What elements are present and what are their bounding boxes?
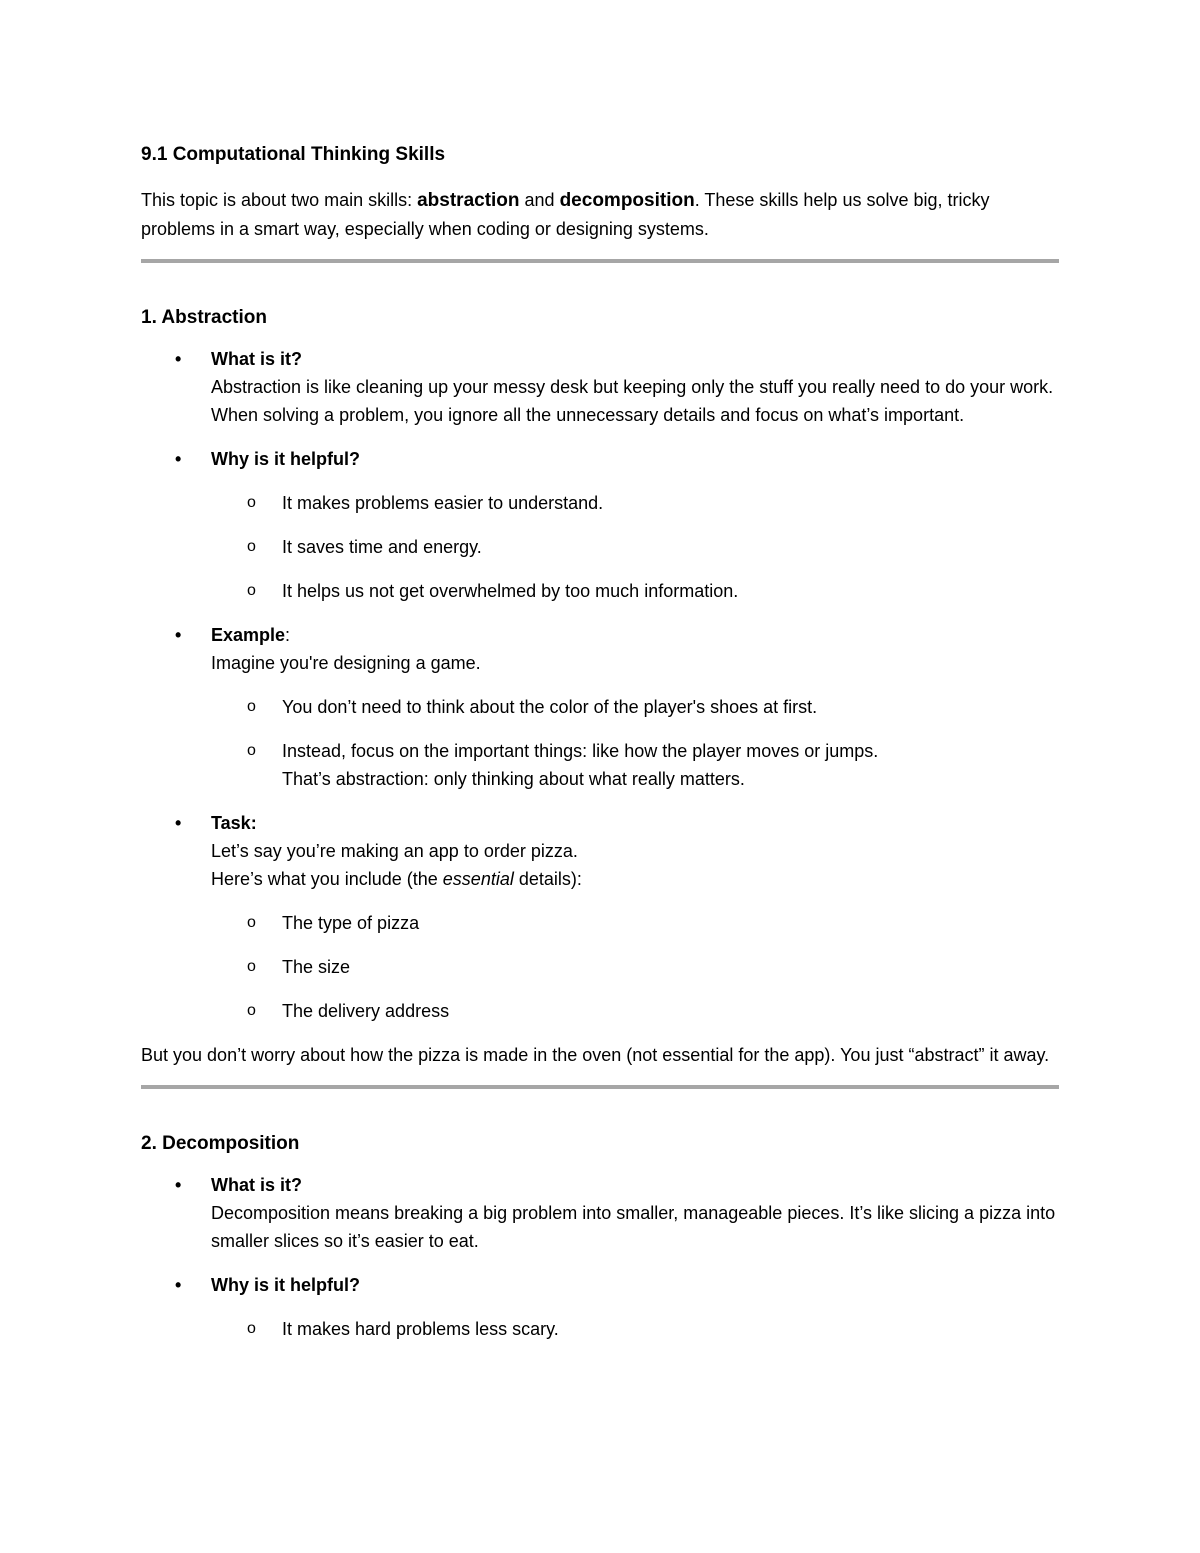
horizontal-divider (141, 1085, 1059, 1089)
sub-list-item (211, 489, 1059, 517)
sub-list-item (211, 909, 1059, 937)
sub-list (211, 693, 1059, 793)
bullet-text: Here’s what you include (the (211, 869, 443, 889)
sub-bullet-icon: o (247, 958, 256, 975)
document-page (141, 140, 1059, 1343)
bullet-icon: • (175, 1275, 182, 1295)
sub-item-text: That’s abstraction: only thinking about what really matters. (282, 769, 745, 789)
bullet-icon: • (175, 349, 182, 369)
section-heading-abstraction: 1. Abstraction (141, 307, 267, 328)
sub-list-item (211, 1315, 1059, 1343)
list-item (141, 809, 1059, 1025)
list-item (141, 345, 1059, 429)
list-item (141, 445, 1059, 605)
decomposition-bullet-list (141, 1171, 1059, 1343)
bullet-label-task: Task: (211, 813, 257, 833)
sub-item-text: It helps us not get overwhelmed by too much information. (282, 581, 739, 601)
section-heading-decomposition: 2. Decomposition (141, 1133, 300, 1154)
bullet-text: When solving a problem, you ignore all the unnecessary details and focus on what’s important. (211, 405, 965, 425)
list-item (141, 1171, 1059, 1255)
bullet-label-why: Why is it helpful? (211, 1275, 360, 1295)
sub-item-text: The size (282, 957, 351, 977)
bullet-text: Decomposition means breaking a big problem into smaller, manageable pieces. It’s like slicing a pizza into smaller slices so it’s easier to eat. (211, 1203, 1056, 1251)
sub-item-text: The delivery address (282, 1001, 450, 1021)
sub-list-item (211, 693, 1059, 721)
sub-bullet-icon: o (247, 742, 256, 759)
sub-list (211, 1315, 1059, 1343)
bullet-icon: • (175, 449, 182, 469)
bullet-icon: • (175, 625, 182, 645)
bullet-label-colon: : (285, 625, 291, 645)
bullet-label-what: What is it? (211, 349, 302, 369)
intro-mid: and (519, 190, 560, 210)
bullet-label-example: Example (211, 625, 286, 645)
abstraction-closing-paragraph: But you don’t worry about how the pizza is made in the oven (not essential for the app). You just “abstract” it away. (141, 1045, 1050, 1065)
sub-item-text: The type of pizza (282, 913, 420, 933)
sub-bullet-icon: o (247, 1320, 256, 1337)
intro-suffix: . These skills help us solve big, tricky problems in a smart way, especially when coding or designing systems. (141, 190, 990, 239)
sub-item-text: It makes problems easier to understand. (282, 493, 604, 513)
intro-prefix: This topic is about two main skills: (141, 190, 418, 210)
sub-list-item (211, 997, 1059, 1025)
sub-bullet-icon: o (247, 538, 256, 555)
list-item (141, 1271, 1059, 1343)
emphasis-text: essential (442, 869, 514, 889)
sub-list (211, 489, 1059, 605)
list-item (141, 621, 1059, 793)
bullet-icon: • (175, 1175, 182, 1195)
sub-item-text: Instead, focus on the important things: like how the player moves or jumps. (282, 741, 879, 761)
bullet-text: Imagine you're designing a game. (211, 653, 481, 673)
bullet-text: Abstraction is like cleaning up your messy desk but keeping only the stuff you really need to do your work. (211, 377, 1054, 397)
sub-list (211, 909, 1059, 1025)
sub-item-text: You don’t need to think about the color of the player's shoes at first. (282, 697, 818, 717)
page-title: 9.1 Computational Thinking Skills (141, 144, 446, 165)
bullet-label-what: What is it? (211, 1175, 302, 1195)
intro-term-decomposition: decomposition (559, 190, 695, 211)
sub-bullet-icon: o (247, 494, 256, 511)
intro-paragraph (141, 186, 1059, 243)
bullet-text: Let’s say you’re making an app to order pizza. (211, 841, 578, 861)
sub-item-text: It makes hard problems less scary. (282, 1319, 559, 1339)
sub-item-text: It saves time and energy. (282, 537, 482, 557)
sub-list-item (211, 533, 1059, 561)
intro-term-abstraction: abstraction (417, 190, 520, 211)
horizontal-divider (141, 259, 1059, 263)
bullet-label-why: Why is it helpful? (211, 449, 360, 469)
sub-list-item (211, 953, 1059, 981)
bullet-icon: • (175, 813, 182, 833)
sub-bullet-icon: o (247, 914, 256, 931)
sub-list-item (211, 737, 1059, 793)
sub-bullet-icon: o (247, 698, 256, 715)
sub-list-item (211, 577, 1059, 605)
bullet-text: details): (513, 869, 582, 889)
sub-bullet-icon: o (247, 1002, 256, 1019)
sub-bullet-icon: o (247, 582, 256, 599)
abstraction-bullet-list (141, 345, 1059, 1025)
